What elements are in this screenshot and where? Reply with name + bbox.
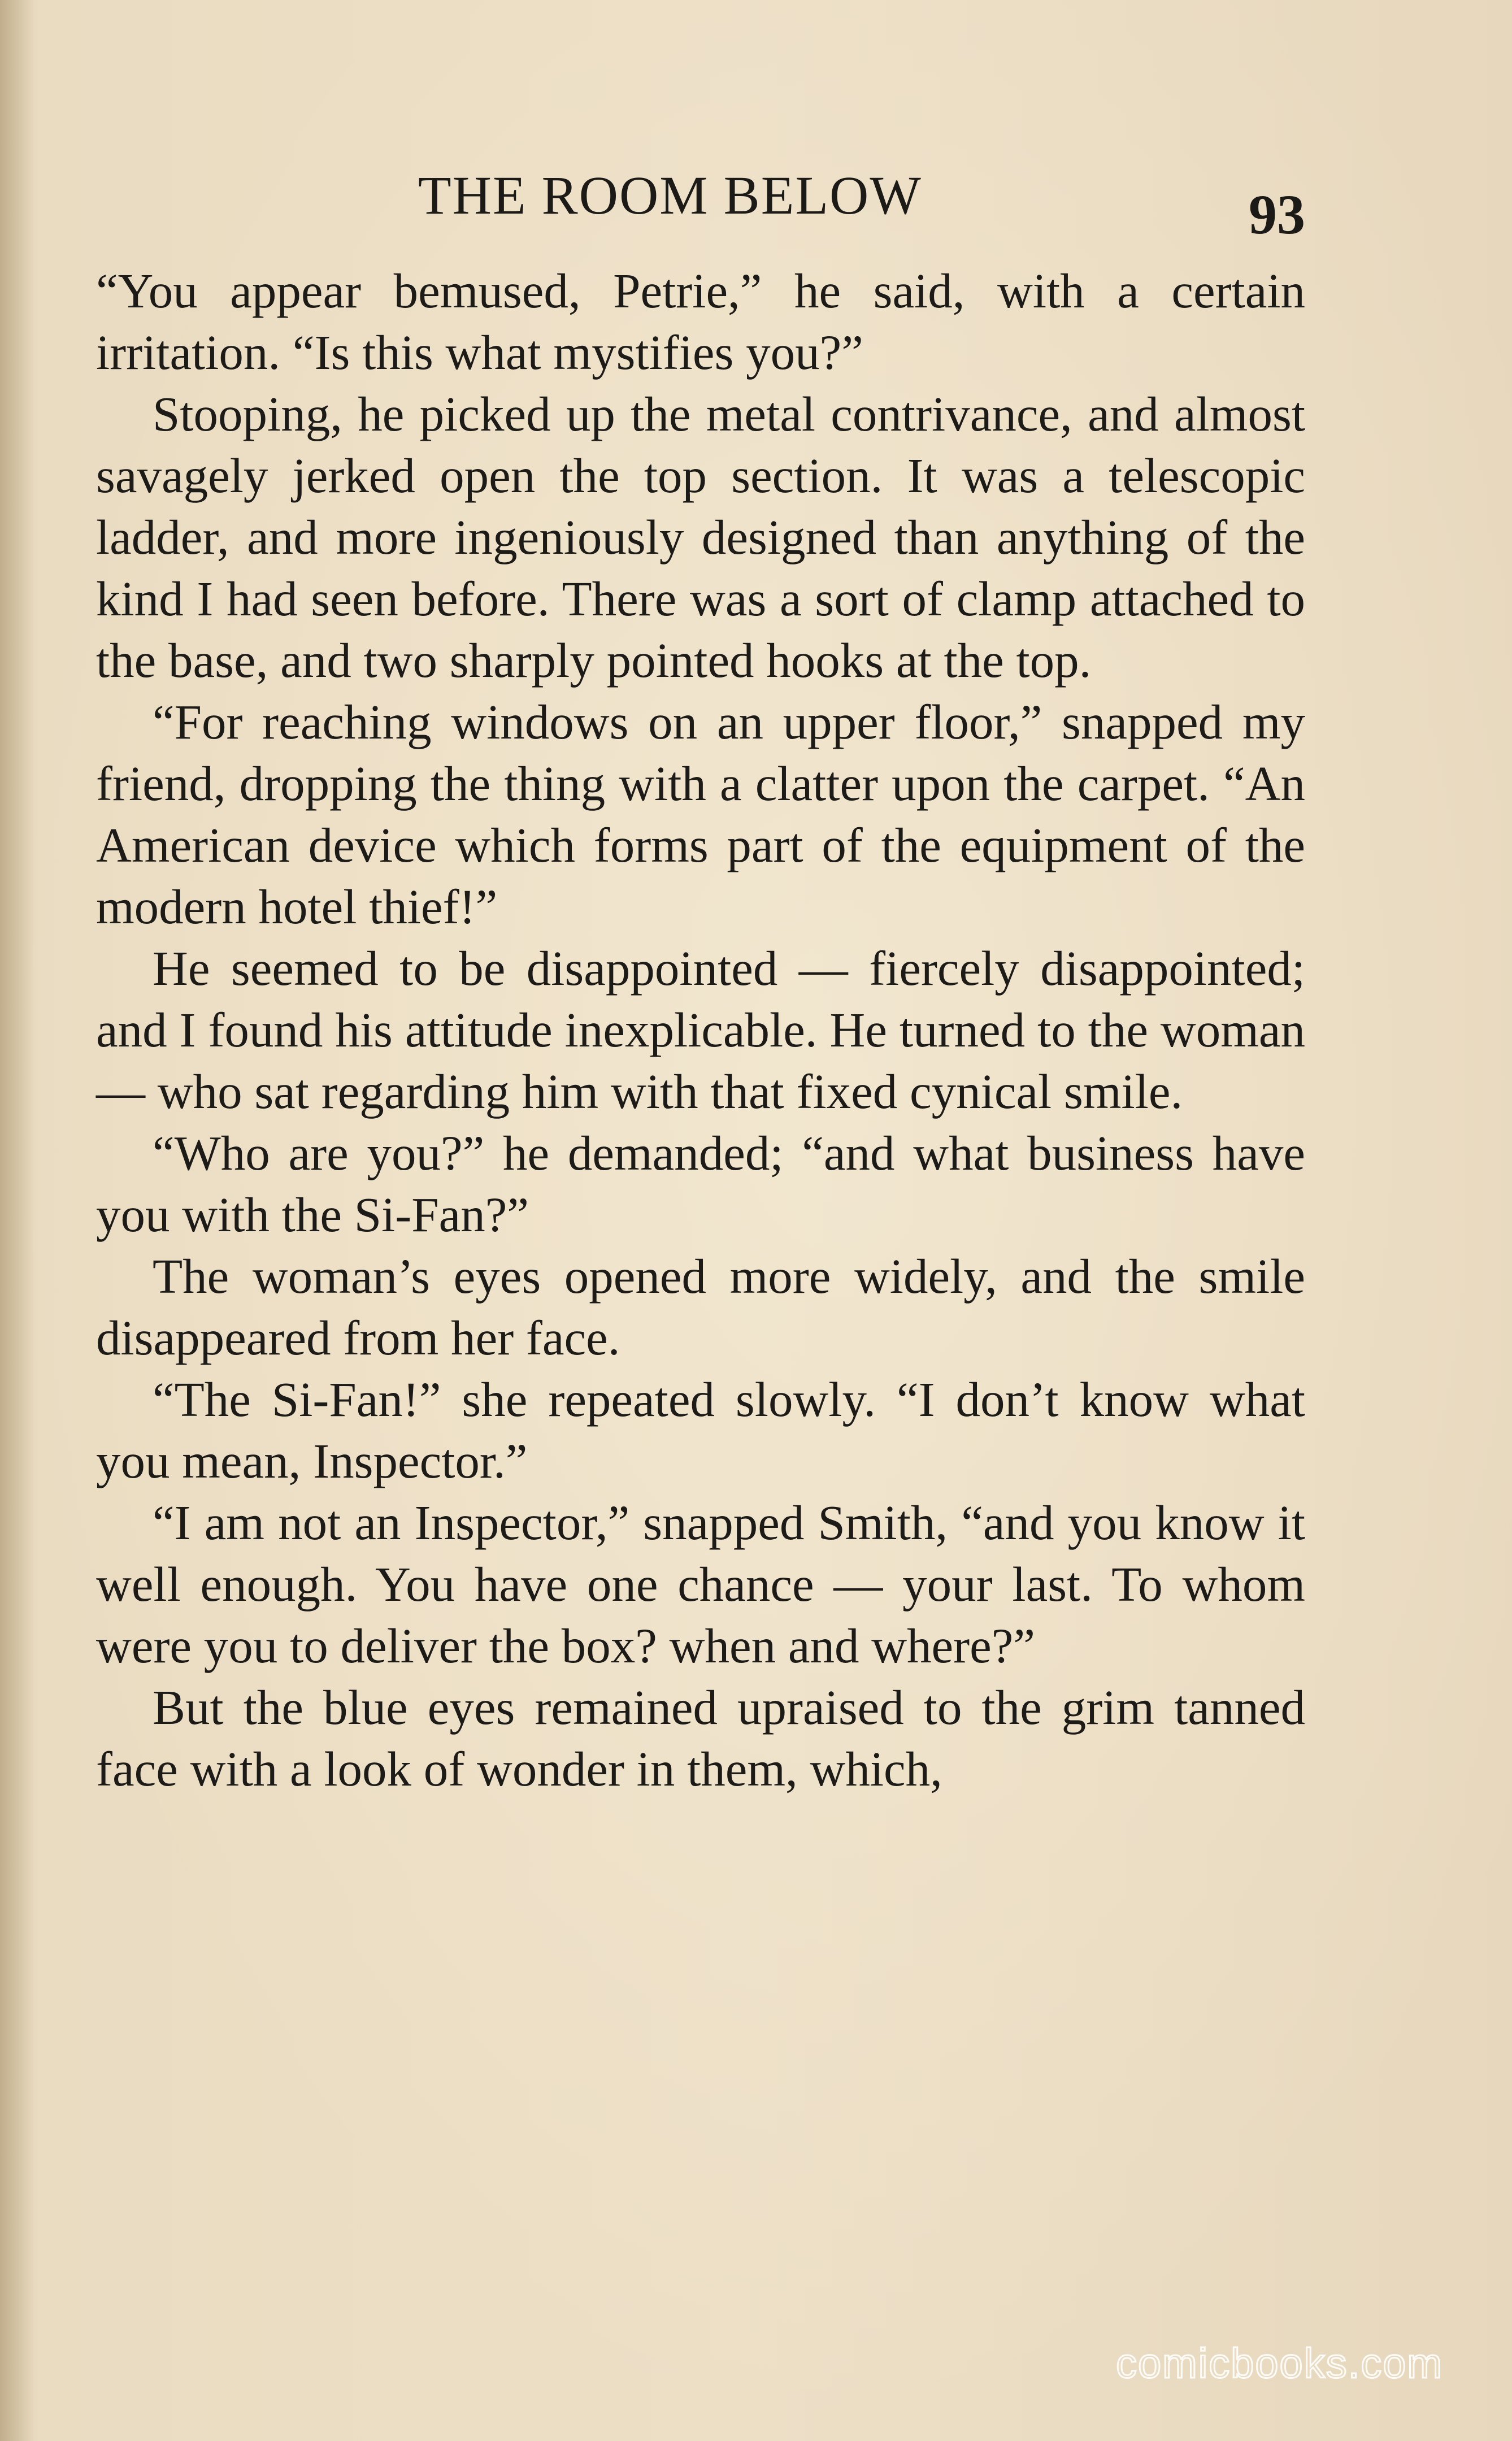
paragraph: “The Si-Fan!” she repeated slowly. “I don’t know what you mean, Inspector.” xyxy=(96,1372,1305,1488)
paragraph: “For reaching windows on an upper floor,” snapped my friend, dropping the thing with a clatter upon the carpet. “An American device which forms part of the equipment of the modern hotel thief!” xyxy=(96,694,1305,934)
paragraph: Stooping, he picked up the metal contrivance, and almost savagely jerked open the top section. It was a telescopic ladder, and more ingeniously designed than anything of the kind I had seen before. There was a sort of clamp attached to the base, and two sharply pointed hooks at the top. xyxy=(96,386,1305,688)
paragraph: “You appear bemused, Petrie,” he said, with a certain irritation. “Is this what mystifies you?” xyxy=(96,263,1305,380)
paragraph: He seemed to be disappointed — fiercely disappointed; and I found his attitude inexplicable. He turned to the woman — who sat regarding him with that fixed cynical smile. xyxy=(96,941,1305,1119)
paragraph: The woman’s eyes opened more widely, and the smile disappeared from her face. xyxy=(96,1249,1305,1365)
paragraph: But the blue eyes remained upraised to the grim tanned face with a look of wonder in them, which, xyxy=(96,1680,1305,1796)
watermark: comicbooks.com xyxy=(1116,2340,1444,2387)
running-title: THE ROOM BELOW xyxy=(418,165,922,225)
body-text xyxy=(96,260,1305,1800)
paragraph: “I am not an Inspector,” snapped Smith, “and you know it well enough. You have one chance — your last. To whom were you to deliver the box? when and where?” xyxy=(96,1495,1305,1673)
page-number: 93 xyxy=(1249,183,1305,246)
paragraph: “Who are you?” he demanded; “and what business have you with the Si-Fan?” xyxy=(96,1126,1305,1242)
